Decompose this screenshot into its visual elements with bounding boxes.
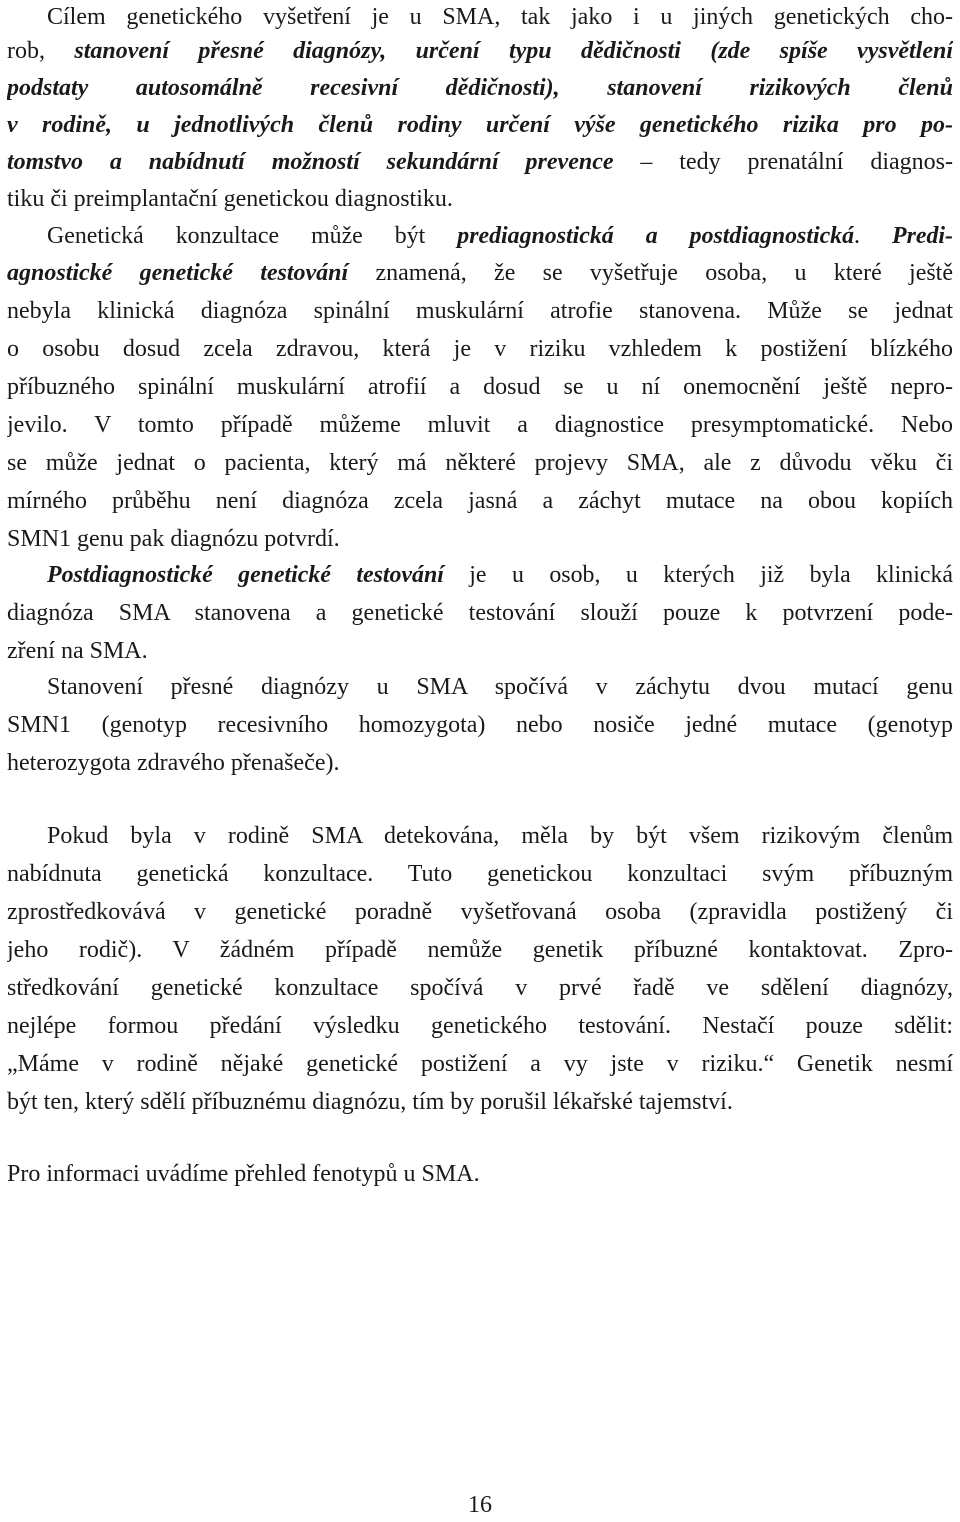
emphasis-run: agnostické genetické testování bbox=[7, 260, 349, 286]
text-run: Genetická konzultace může být bbox=[47, 223, 458, 249]
text-run: . bbox=[854, 223, 893, 249]
text-run: se může jednat o pacienta, který má některé projevy SMA, ale z důvodu věku či bbox=[7, 450, 953, 476]
text-line bbox=[7, 670, 953, 704]
text-line bbox=[7, 332, 953, 366]
text-line bbox=[7, 933, 953, 967]
text-run: příbuzného spinální muskulární atrofií a dosud se u ní onemocnění ještě nepro- bbox=[7, 374, 953, 400]
text-run: jevilo. V tomto případě můžeme mluvit a diagnostice presymptomatické. Nebo bbox=[7, 412, 953, 438]
emphasis-run: stanovení přesné diagnózy, určení typu dědičnosti (zde spíše vysvětlení bbox=[74, 38, 953, 64]
page-number: 16 bbox=[468, 1492, 492, 1518]
text-line bbox=[7, 182, 953, 216]
text-line bbox=[7, 596, 953, 630]
text-run: SMN1 genu pak diagnózu potvrdí. bbox=[7, 526, 340, 552]
text-line bbox=[7, 1157, 953, 1191]
emphasis-run: podstaty autosomálně recesivní dědičnosti), stanovení rizikových členů bbox=[7, 75, 953, 101]
text-run: nabídnuta genetická konzultace. Tuto genetickou konzultaci svým příbuzným bbox=[7, 861, 953, 887]
text-line bbox=[7, 708, 953, 742]
text-run: středkování genetické konzultace spočívá v prvé řadě ve sdělení diagnózy, bbox=[7, 975, 953, 1001]
emphasis-run: Predi- bbox=[892, 223, 953, 249]
text-line bbox=[7, 522, 953, 556]
text-line bbox=[7, 145, 953, 179]
text-line bbox=[7, 558, 953, 592]
text-line bbox=[7, 408, 953, 442]
text-run: Pokud byla v rodině SMA detekována, měla by být všem rizikovým členům bbox=[47, 823, 953, 849]
text-run: Stanovení přesné diagnózy u SMA spočívá v záchytu dvou mutací genu bbox=[47, 674, 953, 700]
text-line bbox=[7, 484, 953, 518]
text-line bbox=[7, 71, 953, 105]
text-run: nebyla klinická diagnóza spinální muskulární atrofie stanovena. Může se jednat bbox=[7, 298, 953, 324]
text-line bbox=[7, 446, 953, 480]
text-run: Cílem genetického vyšetření je u SMA, tak jako i u jiných genetických cho- bbox=[47, 4, 953, 30]
text-line bbox=[7, 34, 953, 68]
text-line bbox=[7, 857, 953, 891]
text-line bbox=[7, 0, 953, 34]
text-run: jeho rodič). V žádném případě nemůže genetik příbuzné kontaktovat. Zpro- bbox=[7, 937, 953, 963]
text-line bbox=[7, 219, 953, 253]
emphasis-run: Postdiagnostické genetické testování bbox=[47, 562, 444, 588]
text-line bbox=[7, 1009, 953, 1043]
text-run: zprostředkovává v genetické poradně vyšetřovaná osoba (zpravidla postižený či bbox=[7, 899, 953, 925]
text-run: nejlépe formou předání výsledku genetického testování. Nestačí pouze sdělit: bbox=[7, 1013, 953, 1039]
text-line bbox=[7, 634, 953, 668]
text-run: heterozygota zdravého přenašeče). bbox=[7, 750, 340, 776]
emphasis-run: tomstvo a nabídnutí možností sekundární prevence bbox=[7, 149, 614, 175]
text-line bbox=[7, 895, 953, 929]
text-run: diagnóza SMA stanovena a genetické testování slouží pouze k potvrzení pode- bbox=[7, 600, 953, 626]
text-line bbox=[7, 370, 953, 404]
text-run: zření na SMA. bbox=[7, 638, 148, 664]
text-run: být ten, který sdělí příbuznému diagnózu, tím by porušil lékařské tajemství. bbox=[7, 1089, 733, 1115]
text-run: Pro informaci uvádíme přehled fenotypů u SMA. bbox=[7, 1161, 480, 1187]
text-run: o osobu dosud zcela zdravou, která je v riziku vzhledem k postižení blízkého bbox=[7, 336, 953, 362]
text-run: je u osob, u kterých již byla klinická bbox=[443, 562, 953, 588]
text-line bbox=[7, 819, 953, 853]
text-run: rob, bbox=[7, 38, 75, 64]
text-run: „Máme v rodině nějaké genetické postižení a vy jste v riziku.“ Genetik nesmí bbox=[7, 1051, 953, 1077]
text-line bbox=[7, 1047, 953, 1081]
emphasis-run: prediagnostická a postdiagnostická bbox=[457, 223, 855, 249]
text-line bbox=[7, 971, 953, 1005]
text-line bbox=[7, 746, 953, 780]
text-line bbox=[7, 294, 953, 328]
text-line bbox=[7, 1085, 953, 1119]
text-run: tiku či preimplantační genetickou diagnostiku. bbox=[7, 186, 453, 212]
text-line bbox=[7, 256, 953, 290]
text-run: znamená, že se vyšetřuje osoba, u které ještě bbox=[348, 260, 953, 286]
text-run: SMN1 (genotyp recesivního homozygota) nebo nosiče jedné mutace (genotyp bbox=[7, 712, 953, 738]
emphasis-run: v rodině, u jednotlivých členů rodiny určení výše genetického rizika pro po- bbox=[7, 112, 953, 138]
text-line bbox=[7, 108, 953, 142]
text-run: mírného průběhu není diagnóza zcela jasná a záchyt mutace na obou kopiích bbox=[7, 488, 953, 514]
text-run: – tedy prenatální diagnos- bbox=[613, 149, 953, 175]
